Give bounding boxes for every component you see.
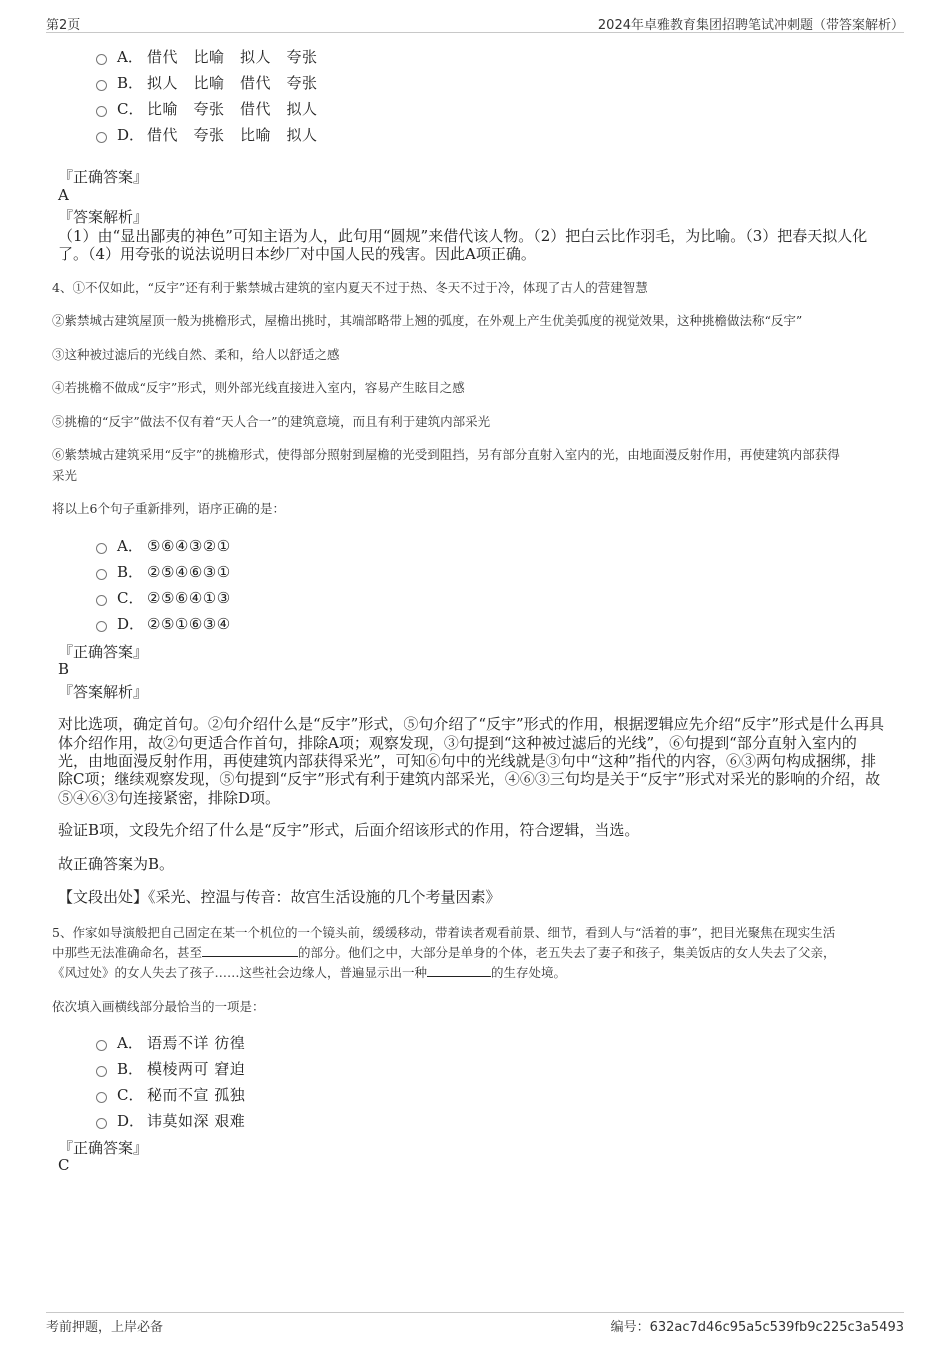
q4-sentence-4: ④若挑檐不做成“反宇”形式，则外部光线直接进入室内，容易产生眩目之感 xyxy=(52,380,465,395)
page-footer xyxy=(46,1312,904,1337)
q3-option-a[interactable]: A． 借代 比喻 拟人 夸张 xyxy=(96,44,318,70)
q4-conclusion: 故正确答案为B。 xyxy=(58,855,175,873)
radio-icon[interactable] xyxy=(96,80,107,91)
page-number: 第2页 xyxy=(46,18,81,33)
q4-option-c[interactable]: C． ②⑤⑥④①③ xyxy=(96,585,231,611)
q4-sentence-1: 4、①不仅如此，“反宇”还有利于紫禁城古建筑的室内夏天不过于热、冬天不过于冷，体现了古人的营建智慧 xyxy=(52,280,648,295)
q5-option-c[interactable]: C． 秘而不宣 孤独 xyxy=(96,1082,245,1108)
q4-analysis-label: 『答案解析』 xyxy=(58,683,149,701)
radio-icon[interactable] xyxy=(96,1040,107,1051)
q3-analysis-line: 了。（4）用夸张的说法说明日本纱厂对中国人民的残害。因此A项正确。 xyxy=(58,245,536,263)
q5-stem-line: 5、作家如导演般把自己固定在某一个机位的一个镜头前，缓缓移动，带着读者观看前景、细节，看到人与“活着的事”，把目光聚焦在现实生活 xyxy=(52,925,836,940)
q5-option-d[interactable]: D． 讳莫如深 艰难 xyxy=(96,1108,245,1134)
q3-option-c[interactable]: C． 比喻 夸张 借代 拟人 xyxy=(96,96,318,122)
q3-answer: A xyxy=(58,186,69,204)
q4-sentence-6-cont: 采光 xyxy=(52,468,78,483)
q4-analysis-line: 体介绍作用，故②句更适合作首句，排除A项；观察发现，③句提到“这种被过滤后的光线”，⑥句提到“部分直射入室内的 xyxy=(58,734,857,752)
radio-icon[interactable] xyxy=(96,1118,107,1129)
q5-option-a[interactable]: A． 语焉不详 彷徨 xyxy=(96,1030,245,1056)
q4-sentence-2: ②紫禁城古建筑屋顶一般为挑檐形式，屋檐出挑时，其端部略带上翘的弧度，在外观上产生优美弧度的视觉效果，这种挑檐做法称“反宇” xyxy=(52,313,803,328)
q4-analysis-line: 除C项；继续观察发现，⑤句提到“反宇”形式有利于建筑内部采光，④⑥③三句均是关于“反宇”形式对采光的影响的介绍，故 xyxy=(58,770,881,788)
q4-sentence-3: ③这种被过滤后的光线自然、柔和，给人以舒适之感 xyxy=(52,347,340,362)
radio-icon[interactable] xyxy=(96,543,107,554)
fill-blank-1[interactable] xyxy=(202,944,298,957)
radio-icon[interactable] xyxy=(96,595,107,606)
q4-sentence-6: ⑥紫禁城古建筑采用“反宇”的挑檐形式，使得部分照射到屋檐的光受到阻挡，另有部分直射入室内的光，由地面漫反射作用，再使建筑内部获得 xyxy=(52,447,840,462)
q4-option-d[interactable]: D． ②⑤①⑥③④ xyxy=(96,611,231,637)
fill-blank-2[interactable] xyxy=(427,964,491,977)
radio-icon[interactable] xyxy=(96,621,107,632)
radio-icon[interactable] xyxy=(96,1066,107,1077)
q4-answer-label: 『正确答案』 xyxy=(58,643,149,661)
q4-analysis-line: ⑤④⑥③句连接紧密，排除D项。 xyxy=(58,789,281,807)
q3-option-b[interactable]: B． 拟人 比喻 借代 夸张 xyxy=(96,70,318,96)
q3-answer-label: 『正确答案』 xyxy=(58,168,149,186)
q4-source: 【文段出处】《采光、控温与传音：故宫生活设施的几个考量因素》 xyxy=(58,888,501,906)
q5-answer-label: 『正确答案』 xyxy=(58,1139,149,1157)
document-title: 2024年卓雅教育集团招聘笔试冲刺题（带答案解析） xyxy=(597,18,904,33)
radio-icon[interactable] xyxy=(96,569,107,580)
q3-analysis-line: （1）由“显出鄙夷的神色”可知主语为人，此句用“圆规”来借代该人物。（2）把白云比作羽毛，为比喻。（3）把春天拟人化 xyxy=(58,227,868,245)
q4-prompt: 将以上6个句子重新排列，语序正确的是： xyxy=(52,501,285,516)
radio-icon[interactable] xyxy=(96,132,107,143)
q3-options xyxy=(96,44,318,148)
q3-option-d[interactable]: D． 借代 夸张 比喻 拟人 xyxy=(96,122,318,148)
q4-option-a[interactable]: A． ⑤⑥④③②① xyxy=(96,533,231,559)
q4-verify: 验证B项，文段先介绍了什么是“反宇”形式，后面介绍该形式的作用，符合逻辑，当选。 xyxy=(58,821,640,839)
footer-slogan: 考前押题，上岸必备 xyxy=(46,1320,164,1335)
q5-stem-line: 《风过处》的女人失去了孩子……这些社会边缘人，普遍显示出一种 的生存处境。 xyxy=(52,965,567,980)
q4-analysis-line: 对比选项，确定首句。②句介绍什么是“反宇”形式，⑤句介绍了“反宇”形式的作用，根据逻辑应先介绍“反宇”形式是什么再具 xyxy=(58,715,885,733)
radio-icon[interactable] xyxy=(96,54,107,65)
radio-icon[interactable] xyxy=(96,1092,107,1103)
q5-answer: C xyxy=(58,1156,70,1174)
q5-prompt: 依次填入画横线部分最恰当的一项是： xyxy=(52,999,265,1014)
q5-option-b[interactable]: B． 模棱两可 窘迫 xyxy=(96,1056,245,1082)
q4-options xyxy=(96,533,231,637)
document-id: 编号：632ac7d46c95a5c539fb9c225c3a5493 xyxy=(610,1320,904,1335)
q4-sentence-5: ⑤挑檐的“反宇”做法不仅有着“天人合一”的建筑意境，而且有利于建筑内部采光 xyxy=(52,414,491,429)
q5-stem-line: 中那些无法准确命名，甚至 的部分。他们之中，大部分是单身的个体，老五失去了妻子和孩子，集美饭店的女人失去了父亲， xyxy=(52,945,836,960)
q4-analysis-line: 光，由地面漫反射作用，再使建筑内部获得采光”，可知⑥句中的光线就是③句中“这种”指代的内容，⑥③两句构成捆绑，排 xyxy=(58,752,877,770)
radio-icon[interactable] xyxy=(96,106,107,117)
q4-option-b[interactable]: B． ②⑤④⑥③① xyxy=(96,559,231,585)
q5-options xyxy=(96,1030,245,1134)
q4-answer: B xyxy=(58,660,70,678)
q3-analysis-label: 『答案解析』 xyxy=(58,208,149,226)
page-header xyxy=(46,12,904,33)
